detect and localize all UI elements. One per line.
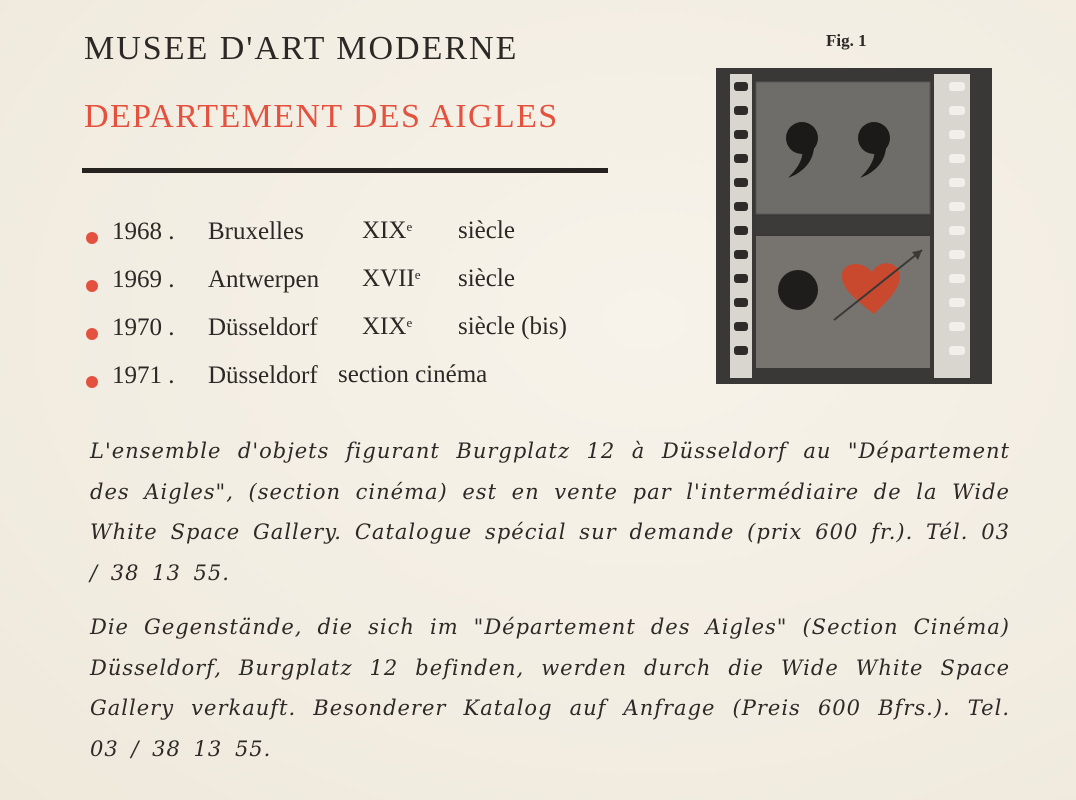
bullet-icon bbox=[86, 328, 98, 340]
bullet-icon bbox=[86, 280, 98, 292]
exhibition-century: XIXe bbox=[362, 217, 413, 244]
exhibition-city: Antwerpen bbox=[208, 266, 320, 293]
french-paragraph: L'ensemble d'objets figurant Burgplatz 12 à Düsseldorf au "Département des Aigles", (section cinéma) est en vente par l'intermédiaire de la Wide White Space Gallery. Catalogue spécial sur demande (prix 600 fr.). Tél. 03 / 38 13 55. bbox=[90, 439, 1010, 585]
exhibition-city: Düsseldorf bbox=[208, 362, 318, 389]
exhibition-siecle: siècle bbox=[458, 265, 515, 292]
exhibition-year: 1971 . bbox=[112, 362, 175, 389]
exhibition-year: 1968 . bbox=[112, 218, 175, 245]
exhibition-siecle: siècle (bis) bbox=[458, 313, 567, 340]
divider-rule bbox=[82, 168, 608, 173]
exhibition-section: section cinéma bbox=[338, 361, 488, 388]
exhibition-year: 1969 . bbox=[112, 266, 175, 293]
exhibition-year: 1970 . bbox=[112, 314, 175, 341]
bullet-icon bbox=[86, 232, 98, 244]
exhibition-city: Bruxelles bbox=[208, 218, 304, 245]
exhibition-century: XVIIe bbox=[362, 265, 421, 292]
film-strip-image bbox=[716, 68, 992, 384]
exhibition-siecle: siècle bbox=[458, 217, 515, 244]
german-paragraph: Die Gegenstände, die sich im "Département des Aigles" (Section Cinéma) Düsseldorf, Burgplatz 12 befinden, werden durch die Wide White Space Gallery verkauft. Besonderer Katalog auf Anfrage (Preis 600 Bfrs.). Tel. 03 / 38 13 55. bbox=[90, 615, 1010, 761]
figure-label: Fig. 1 bbox=[826, 31, 867, 50]
bullet-icon bbox=[86, 376, 98, 388]
museum-title: MUSEE D'ART MODERNE bbox=[84, 30, 519, 67]
exhibition-city: Düsseldorf bbox=[208, 314, 318, 341]
department-subtitle: DEPARTEMENT DES AIGLES bbox=[84, 98, 559, 135]
exhibition-century: XIXe bbox=[362, 313, 413, 340]
